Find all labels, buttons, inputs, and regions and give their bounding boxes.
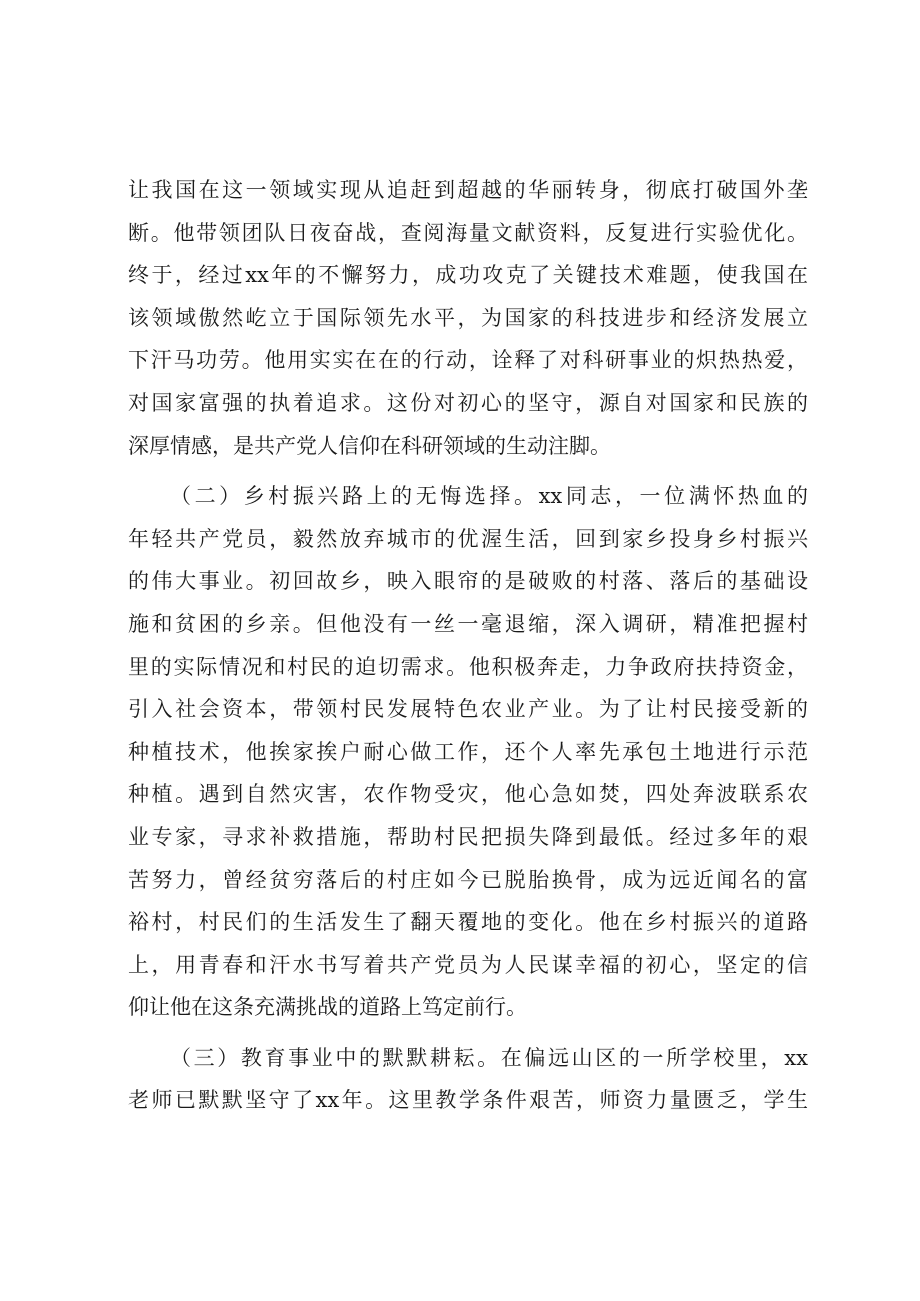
paragraph-research (128, 169, 808, 467)
paragraph-rural-revitalization (128, 475, 808, 1029)
paragraph-spacer (128, 1029, 808, 1037)
text-line: 深厚情感，是共产党人信仰在科研领域的生动注脚。 (128, 433, 611, 458)
text-line: 上，用青春和汗水书写着共产党员为人民谋幸福的初心，坚定的信 (128, 952, 808, 977)
text-line: 裕村，村民们的生活发生了翻天覆地的变化。他在乡村振兴的道路 (128, 910, 808, 935)
text-line: 终于，经过xx年的不懈努力，成功攻克了关键技术难题，使我国在 (128, 263, 808, 288)
text-line: 老师已默默坚守了xx年。这里教学条件艰苦，师资力量匮乏，学生 (128, 1088, 808, 1113)
text-line: 让我国在这一领域实现从追赶到超越的华丽转身，彻底打破国外垄 (128, 178, 808, 202)
text-line: 该领域傲然屹立于国际领先水平，为国家的科技进步和经济发展立 (128, 305, 808, 330)
text-line: 业专家，寻求补救措施，帮助村民把损失降到最低。经过多年的艰 (128, 824, 808, 849)
text-line: 对国家富强的执着追求。这份对初心的坚守，源自对国家和民族的 (128, 390, 808, 415)
paragraph-education (128, 1037, 808, 1122)
text-line: 仰让他在这条充满挑战的道路上笃定前行。 (128, 995, 527, 1020)
text-line: 种植技术，他挨家挨户耐心做工作，还个人率先承包土地进行示范 (128, 739, 808, 764)
section-heading-line: （二）乡村振兴路上的无悔选择。xx同志，一位满怀热血的 (170, 484, 808, 509)
text-line: 下汗马功劳。他用实实在在的行动，诠释了对科研事业的炽热热爱， (128, 348, 808, 373)
text-line: 里的实际情况和村民的迫切需求。他积极奔走，力争政府扶持资金， (128, 654, 808, 679)
paragraph-spacer (128, 467, 808, 475)
text-line: 的伟大事业。初回故乡，映入眼帘的是破败的村落、落后的基础设 (128, 569, 808, 594)
text-line: 施和贫困的乡亲。但他没有一丝一毫退缩，深入调研，精准把握村 (128, 611, 808, 636)
document-body (128, 169, 808, 1122)
text-line: 引入社会资本，带领村民发展特色农业产业。为了让村民接受新的 (128, 697, 808, 722)
text-line: 苦努力，曾经贫穷落后的村庄如今已脱胎换骨，成为远近闻名的富 (128, 867, 808, 892)
section-heading-line: （三）教育事业中的默默耕耘。在偏远山区的一所学校里，xx (170, 1045, 808, 1070)
text-line: 断。他带领团队日夜奋战，查阅海量文献资料，反复进行实验优化。 (128, 220, 808, 245)
text-line: 年轻共产党员，毅然放弃城市的优渥生活，回到家乡投身乡村振兴 (128, 526, 808, 551)
text-line: 种植。遇到自然灾害，农作物受灾，他心急如焚，四处奔波联系农 (128, 782, 808, 807)
